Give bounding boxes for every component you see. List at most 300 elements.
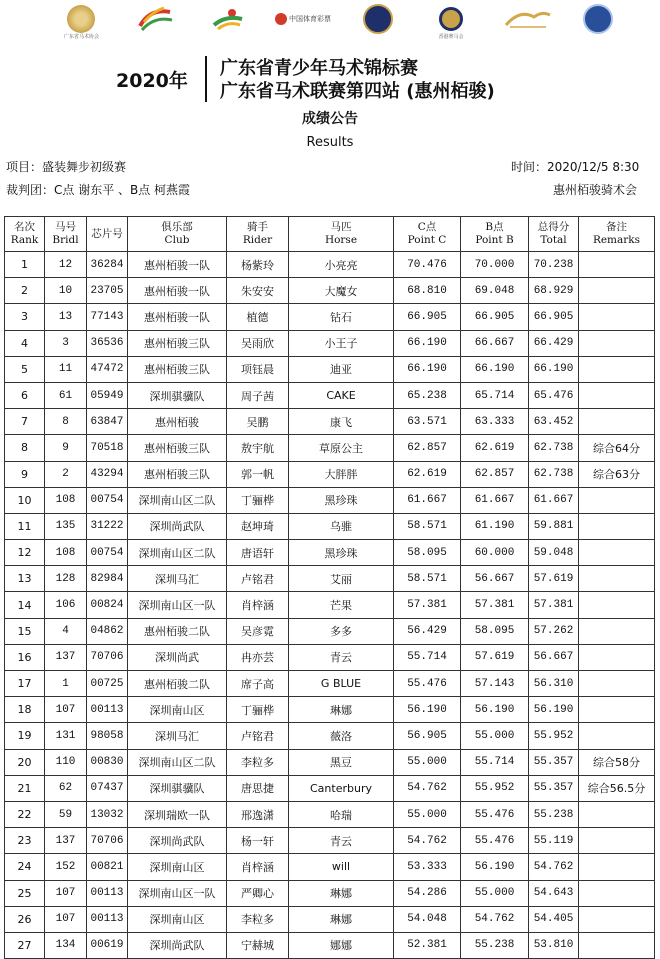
cell-horse: Canterbury <box>289 775 394 801</box>
cell-chip: 70518 <box>87 435 128 461</box>
cell-chip: 13032 <box>87 801 128 827</box>
cell-chip: 00754 <box>87 540 128 566</box>
sponsor-logos <box>0 0 660 40</box>
cell-chip: 31222 <box>87 513 128 539</box>
cell-point-c: 66.190 <box>394 330 461 356</box>
cell-total: 55.357 <box>529 749 579 775</box>
results-subtitle: Results <box>306 135 354 150</box>
cell-point-c: 62.857 <box>394 435 461 461</box>
cell-club: 惠州栢骏三队 <box>128 330 227 356</box>
cell-horse: CAKE <box>289 382 394 408</box>
header-remarks <box>579 217 655 252</box>
cell-total: 54.643 <box>529 880 579 906</box>
cell-total: 57.381 <box>529 592 579 618</box>
cell-remarks <box>579 880 655 906</box>
cell-club: 惠州栢骏三队 <box>128 461 227 487</box>
cell-chip: 00619 <box>87 932 128 958</box>
header-label-cn: C点 <box>417 221 437 233</box>
cell-horse: 迪亚 <box>289 356 394 382</box>
cell-chip: 77143 <box>87 304 128 330</box>
header-label-cn: B点 <box>485 221 504 233</box>
table-row <box>5 723 655 749</box>
cell-bridle: 137 <box>45 828 87 854</box>
cell-point-c: 58.571 <box>394 513 461 539</box>
sports-lottery-logo <box>210 2 246 36</box>
cell-chip: 63847 <box>87 409 128 435</box>
cell-point-c: 53.333 <box>394 854 461 880</box>
cell-rank: 9 <box>5 461 45 487</box>
cell-rank: 2 <box>5 278 45 304</box>
cell-total: 53.810 <box>529 932 579 958</box>
cell-horse: 娜娜 <box>289 932 394 958</box>
cell-horse: 黑珍珠 <box>289 487 394 513</box>
cell-rank: 18 <box>5 697 45 723</box>
cell-remarks: 综合58分 <box>579 749 655 775</box>
cell-club: 深圳尚武队 <box>128 828 227 854</box>
hk-jockey-club-logo: 香港赛马会 <box>430 2 472 36</box>
table-row <box>5 906 655 932</box>
cell-point-b: 56.190 <box>461 697 529 723</box>
cell-rank: 23 <box>5 828 45 854</box>
header-label-en: Point C <box>407 234 447 246</box>
cell-horse: 黑豆 <box>289 749 394 775</box>
cell-horse: 芒果 <box>289 592 394 618</box>
cell-total: 65.476 <box>529 382 579 408</box>
cell-remarks: 综合56.5分 <box>579 775 655 801</box>
cell-bridle: 8 <box>45 409 87 435</box>
cell-point-b: 55.000 <box>461 723 529 749</box>
cell-point-c: 57.381 <box>394 592 461 618</box>
cell-bridle: 137 <box>45 644 87 670</box>
cell-horse: 哈瑞 <box>289 801 394 827</box>
cell-point-b: 60.000 <box>461 540 529 566</box>
cell-remarks <box>579 566 655 592</box>
cell-horse: 小亮亮 <box>289 252 394 278</box>
cell-point-b: 57.619 <box>461 644 529 670</box>
guangdong-equestrian-logo: 广东省马术协会 <box>64 2 98 36</box>
cell-rank: 6 <box>5 382 45 408</box>
cell-rank: 21 <box>5 775 45 801</box>
header-rank <box>5 217 45 252</box>
cell-point-c: 54.762 <box>394 775 461 801</box>
cell-rider: 丁骊桦 <box>227 697 289 723</box>
cell-remarks <box>579 330 655 356</box>
cell-total: 56.310 <box>529 671 579 697</box>
cell-point-c: 55.000 <box>394 749 461 775</box>
header-label-cn: 马匹 <box>330 221 352 233</box>
table-row <box>5 356 655 382</box>
cell-rider: 冉亦芸 <box>227 644 289 670</box>
cell-point-c: 58.571 <box>394 566 461 592</box>
cell-club: 惠州栢骏三队 <box>128 435 227 461</box>
cell-club: 深圳南山区一队 <box>128 880 227 906</box>
cell-total: 70.238 <box>529 252 579 278</box>
cell-bridle: 128 <box>45 566 87 592</box>
cell-point-c: 58.095 <box>394 540 461 566</box>
cell-remarks <box>579 252 655 278</box>
cell-horse: 琳娜 <box>289 880 394 906</box>
cell-rider: 肖梓涵 <box>227 854 289 880</box>
cell-bridle: 131 <box>45 723 87 749</box>
cell-chip: 23705 <box>87 278 128 304</box>
organizer: 惠州栢骏骑术会 <box>553 183 638 197</box>
cell-remarks <box>579 801 655 827</box>
table-row <box>5 330 655 356</box>
cell-rider: 敖宇航 <box>227 435 289 461</box>
cell-point-c: 65.238 <box>394 382 461 408</box>
header-label-cn: 备注 <box>606 221 627 233</box>
cell-total: 55.238 <box>529 801 579 827</box>
cell-point-c: 54.286 <box>394 880 461 906</box>
table-row <box>5 409 655 435</box>
cell-point-b: 69.048 <box>461 278 529 304</box>
cell-horse: 康飞 <box>289 409 394 435</box>
results-table <box>4 216 655 959</box>
cell-club: 深圳南山区二队 <box>128 487 227 513</box>
cell-rider: 李粒多 <box>227 749 289 775</box>
cell-point-b: 66.190 <box>461 356 529 382</box>
cell-rank: 15 <box>5 618 45 644</box>
header-label-en: Club <box>164 234 190 246</box>
cell-rank: 7 <box>5 409 45 435</box>
cell-club: 惠州栢骏一队 <box>128 278 227 304</box>
cell-point-c: 68.810 <box>394 278 461 304</box>
cell-total: 55.952 <box>529 723 579 749</box>
cell-club: 深圳南山区 <box>128 854 227 880</box>
cell-horse: 小王子 <box>289 330 394 356</box>
cell-bridle: 152 <box>45 854 87 880</box>
cell-chip: 47472 <box>87 356 128 382</box>
cell-total: 62.738 <box>529 435 579 461</box>
cell-rank: 11 <box>5 513 45 539</box>
cell-remarks: 综合63分 <box>579 461 655 487</box>
cell-remarks <box>579 278 655 304</box>
cell-remarks <box>579 854 655 880</box>
cell-rank: 26 <box>5 906 45 932</box>
event-year: 2020年 <box>116 70 188 92</box>
cell-remarks <box>579 382 655 408</box>
cell-rider: 杨紫玲 <box>227 252 289 278</box>
cell-bridle: 1 <box>45 671 87 697</box>
cell-horse: 青云 <box>289 828 394 854</box>
cell-bridle: 4 <box>45 618 87 644</box>
cell-point-b: 55.952 <box>461 775 529 801</box>
cell-total: 59.881 <box>529 513 579 539</box>
table-row <box>5 671 655 697</box>
cell-total: 61.667 <box>529 487 579 513</box>
cell-club: 深圳马汇 <box>128 566 227 592</box>
table-row <box>5 304 655 330</box>
table-row <box>5 828 655 854</box>
cell-horse: 琳娜 <box>289 697 394 723</box>
cell-rider: 卢铭君 <box>227 723 289 749</box>
cell-bridle: 62 <box>45 775 87 801</box>
cell-total: 63.452 <box>529 409 579 435</box>
cell-club: 深圳尚武队 <box>128 932 227 958</box>
cell-rider: 吴鹏 <box>227 409 289 435</box>
cell-chip: 43294 <box>87 461 128 487</box>
cell-point-b: 55.714 <box>461 749 529 775</box>
cell-rank: 16 <box>5 644 45 670</box>
cell-chip: 00821 <box>87 854 128 880</box>
table-row <box>5 854 655 880</box>
cell-chip: 05949 <box>87 382 128 408</box>
header-chip <box>87 217 128 252</box>
cell-remarks <box>579 671 655 697</box>
cell-remarks <box>579 592 655 618</box>
cell-horse: 多多 <box>289 618 394 644</box>
cell-total: 66.429 <box>529 330 579 356</box>
cell-rank: 12 <box>5 540 45 566</box>
cell-bridle: 107 <box>45 697 87 723</box>
cell-total: 54.405 <box>529 906 579 932</box>
header-label-en: Point B <box>475 234 514 246</box>
cell-rider: 肖梓涵 <box>227 592 289 618</box>
cell-point-b: 55.000 <box>461 880 529 906</box>
cell-point-b: 66.667 <box>461 330 529 356</box>
cell-point-c: 56.190 <box>394 697 461 723</box>
header-label-cn: 俱乐部 <box>161 221 193 233</box>
cell-total: 56.667 <box>529 644 579 670</box>
cell-point-c: 66.905 <box>394 304 461 330</box>
cell-rider: 唐思捷 <box>227 775 289 801</box>
china-sports-lottery-logo: 中国体育彩票 <box>270 2 336 36</box>
cell-bridle: 108 <box>45 540 87 566</box>
cell-total: 57.262 <box>529 618 579 644</box>
cell-bridle: 61 <box>45 382 87 408</box>
cell-club: 深圳瑞欧一队 <box>128 801 227 827</box>
cell-horse: 黑珍珠 <box>289 540 394 566</box>
cell-point-b: 56.667 <box>461 566 529 592</box>
header-club <box>128 217 227 252</box>
cell-horse: 薇洛 <box>289 723 394 749</box>
cell-horse: 钻石 <box>289 304 394 330</box>
cell-bridle: 135 <box>45 513 87 539</box>
cell-point-c: 63.571 <box>394 409 461 435</box>
title-line-2: 广东省马术联赛第四站 (惠州栢骏) <box>220 81 495 102</box>
cell-total: 55.119 <box>529 828 579 854</box>
table-row <box>5 461 655 487</box>
cell-remarks <box>579 644 655 670</box>
cell-total: 57.619 <box>529 566 579 592</box>
cell-point-b: 61.190 <box>461 513 529 539</box>
cell-rider: 吴彦霓 <box>227 618 289 644</box>
cell-bridle: 2 <box>45 461 87 487</box>
cell-bridle: 106 <box>45 592 87 618</box>
header-bridle <box>45 217 87 252</box>
cell-rider: 卢铭君 <box>227 566 289 592</box>
header-horse <box>289 217 394 252</box>
cell-rider: 周子茜 <box>227 382 289 408</box>
cell-horse: 青云 <box>289 644 394 670</box>
cell-point-c: 55.476 <box>394 671 461 697</box>
cell-horse: 琳娜 <box>289 906 394 932</box>
cell-bridle: 9 <box>45 435 87 461</box>
cell-club: 深圳骐骥队 <box>128 775 227 801</box>
table-row <box>5 749 655 775</box>
cell-point-c: 55.000 <box>394 801 461 827</box>
cell-total: 68.929 <box>529 278 579 304</box>
header-label-cn: 总得分 <box>537 221 570 233</box>
cell-point-c: 52.381 <box>394 932 461 958</box>
cell-club: 惠州栢骏一队 <box>128 252 227 278</box>
table-row <box>5 278 655 304</box>
cell-point-b: 58.095 <box>461 618 529 644</box>
cell-bridle: 134 <box>45 932 87 958</box>
header-label-cn: 芯片号 <box>91 227 123 240</box>
cell-club: 惠州栢骏三队 <box>128 356 227 382</box>
cell-club: 惠州栢骏一队 <box>128 304 227 330</box>
cell-rank: 10 <box>5 487 45 513</box>
cell-chip: 04862 <box>87 618 128 644</box>
table-row <box>5 775 655 801</box>
cell-bridle: 107 <box>45 880 87 906</box>
cell-rank: 17 <box>5 671 45 697</box>
cell-point-b: 57.381 <box>461 592 529 618</box>
cell-rider: 赵坤琦 <box>227 513 289 539</box>
table-header-row <box>5 217 655 252</box>
header-label-en: Horse <box>324 234 358 246</box>
cell-rank: 13 <box>5 566 45 592</box>
cell-horse: 草原公主 <box>289 435 394 461</box>
cell-club: 深圳马汇 <box>128 723 227 749</box>
table-row <box>5 487 655 513</box>
cell-total: 59.048 <box>529 540 579 566</box>
cell-point-b: 56.190 <box>461 854 529 880</box>
cell-point-b: 62.619 <box>461 435 529 461</box>
cell-chip: 00113 <box>87 880 128 906</box>
cell-rider: 杨一轩 <box>227 828 289 854</box>
cell-total: 54.762 <box>529 854 579 880</box>
cell-point-b: 65.714 <box>461 382 529 408</box>
title-line-1: 广东省青少年马术锦标赛 <box>220 58 418 79</box>
cell-rider: 李粒多 <box>227 906 289 932</box>
cell-point-b: 63.333 <box>461 409 529 435</box>
cell-club: 惠州栢骏二队 <box>128 671 227 697</box>
cell-point-c: 56.905 <box>394 723 461 749</box>
cell-bridle: 13 <box>45 304 87 330</box>
cell-club: 深圳尚武队 <box>128 513 227 539</box>
cell-remarks: 综合64分 <box>579 435 655 461</box>
cell-remarks <box>579 513 655 539</box>
cell-rank: 25 <box>5 880 45 906</box>
header <box>0 50 660 110</box>
cell-rider: 宁赫城 <box>227 932 289 958</box>
event-name: 项目：盛装舞步初级赛 <box>6 160 127 174</box>
cell-remarks <box>579 723 655 749</box>
cell-point-c: 56.429 <box>394 618 461 644</box>
table-row <box>5 592 655 618</box>
cell-rank: 8 <box>5 435 45 461</box>
cell-horse: will <box>289 854 394 880</box>
cell-rank: 4 <box>5 330 45 356</box>
cell-bridle: 110 <box>45 749 87 775</box>
cell-point-b: 54.762 <box>461 906 529 932</box>
cell-rider: 唐语轩 <box>227 540 289 566</box>
cell-club: 深圳南山区二队 <box>128 749 227 775</box>
cell-point-c: 55.714 <box>394 644 461 670</box>
provincial-games-logo <box>136 2 176 36</box>
cell-point-b: 55.476 <box>461 801 529 827</box>
cell-remarks <box>579 409 655 435</box>
cell-chip: 00113 <box>87 697 128 723</box>
cell-rank: 24 <box>5 854 45 880</box>
cell-bridle: 108 <box>45 487 87 513</box>
header-label-en: Total <box>540 234 567 246</box>
table-row <box>5 435 655 461</box>
table-row <box>5 252 655 278</box>
cell-rider: 朱安安 <box>227 278 289 304</box>
cell-horse: G BLUE <box>289 671 394 697</box>
cell-club: 惠州栢骏 <box>128 409 227 435</box>
horse-head-logo <box>580 2 616 36</box>
announcement-title: 成绩公告 <box>302 111 358 127</box>
cell-bridle: 107 <box>45 906 87 932</box>
cell-rider: 植德 <box>227 304 289 330</box>
cell-point-b: 57.143 <box>461 671 529 697</box>
cell-bridle: 3 <box>45 330 87 356</box>
cell-rank: 5 <box>5 356 45 382</box>
title-divider <box>205 56 207 102</box>
cell-point-c: 54.762 <box>394 828 461 854</box>
cell-remarks <box>579 828 655 854</box>
cell-remarks <box>579 304 655 330</box>
cell-club: 深圳骐骥队 <box>128 382 227 408</box>
cell-rank: 27 <box>5 932 45 958</box>
header-label-cn: 骑手 <box>247 221 268 233</box>
cell-bridle: 12 <box>45 252 87 278</box>
cell-rank: 22 <box>5 801 45 827</box>
cell-point-b: 66.905 <box>461 304 529 330</box>
cell-remarks <box>579 697 655 723</box>
judges-panel: 裁判团：C点 谢东平 、B点 柯燕霞 <box>6 183 191 197</box>
association-seal-logo <box>360 2 396 36</box>
cell-point-c: 66.190 <box>394 356 461 382</box>
header-rider <box>227 217 289 252</box>
cell-chip: 00824 <box>87 592 128 618</box>
cell-total: 56.190 <box>529 697 579 723</box>
cell-point-c: 61.667 <box>394 487 461 513</box>
cell-club: 深圳尚武 <box>128 644 227 670</box>
cell-rank: 1 <box>5 252 45 278</box>
cell-horse: 艾丽 <box>289 566 394 592</box>
cell-rank: 20 <box>5 749 45 775</box>
table-row <box>5 880 655 906</box>
table-row <box>5 540 655 566</box>
cell-chip: 00113 <box>87 906 128 932</box>
cell-point-b: 55.476 <box>461 828 529 854</box>
cell-rank: 19 <box>5 723 45 749</box>
cell-remarks <box>579 487 655 513</box>
cell-rider: 郭一帆 <box>227 461 289 487</box>
cell-rank: 14 <box>5 592 45 618</box>
cell-rider: 邢逸潇 <box>227 801 289 827</box>
cell-rider: 吴雨欣 <box>227 330 289 356</box>
header-total <box>529 217 579 252</box>
cell-remarks <box>579 540 655 566</box>
cell-club: 惠州栢骏二队 <box>128 618 227 644</box>
cell-chip: 00725 <box>87 671 128 697</box>
cell-club: 深圳南山区一队 <box>128 592 227 618</box>
cell-chip: 36536 <box>87 330 128 356</box>
cell-chip: 70706 <box>87 644 128 670</box>
cell-chip: 70706 <box>87 828 128 854</box>
cell-point-b: 55.238 <box>461 932 529 958</box>
header-label-cn: 马号 <box>55 221 76 233</box>
cell-total: 62.738 <box>529 461 579 487</box>
table-row <box>5 697 655 723</box>
cell-bridle: 10 <box>45 278 87 304</box>
